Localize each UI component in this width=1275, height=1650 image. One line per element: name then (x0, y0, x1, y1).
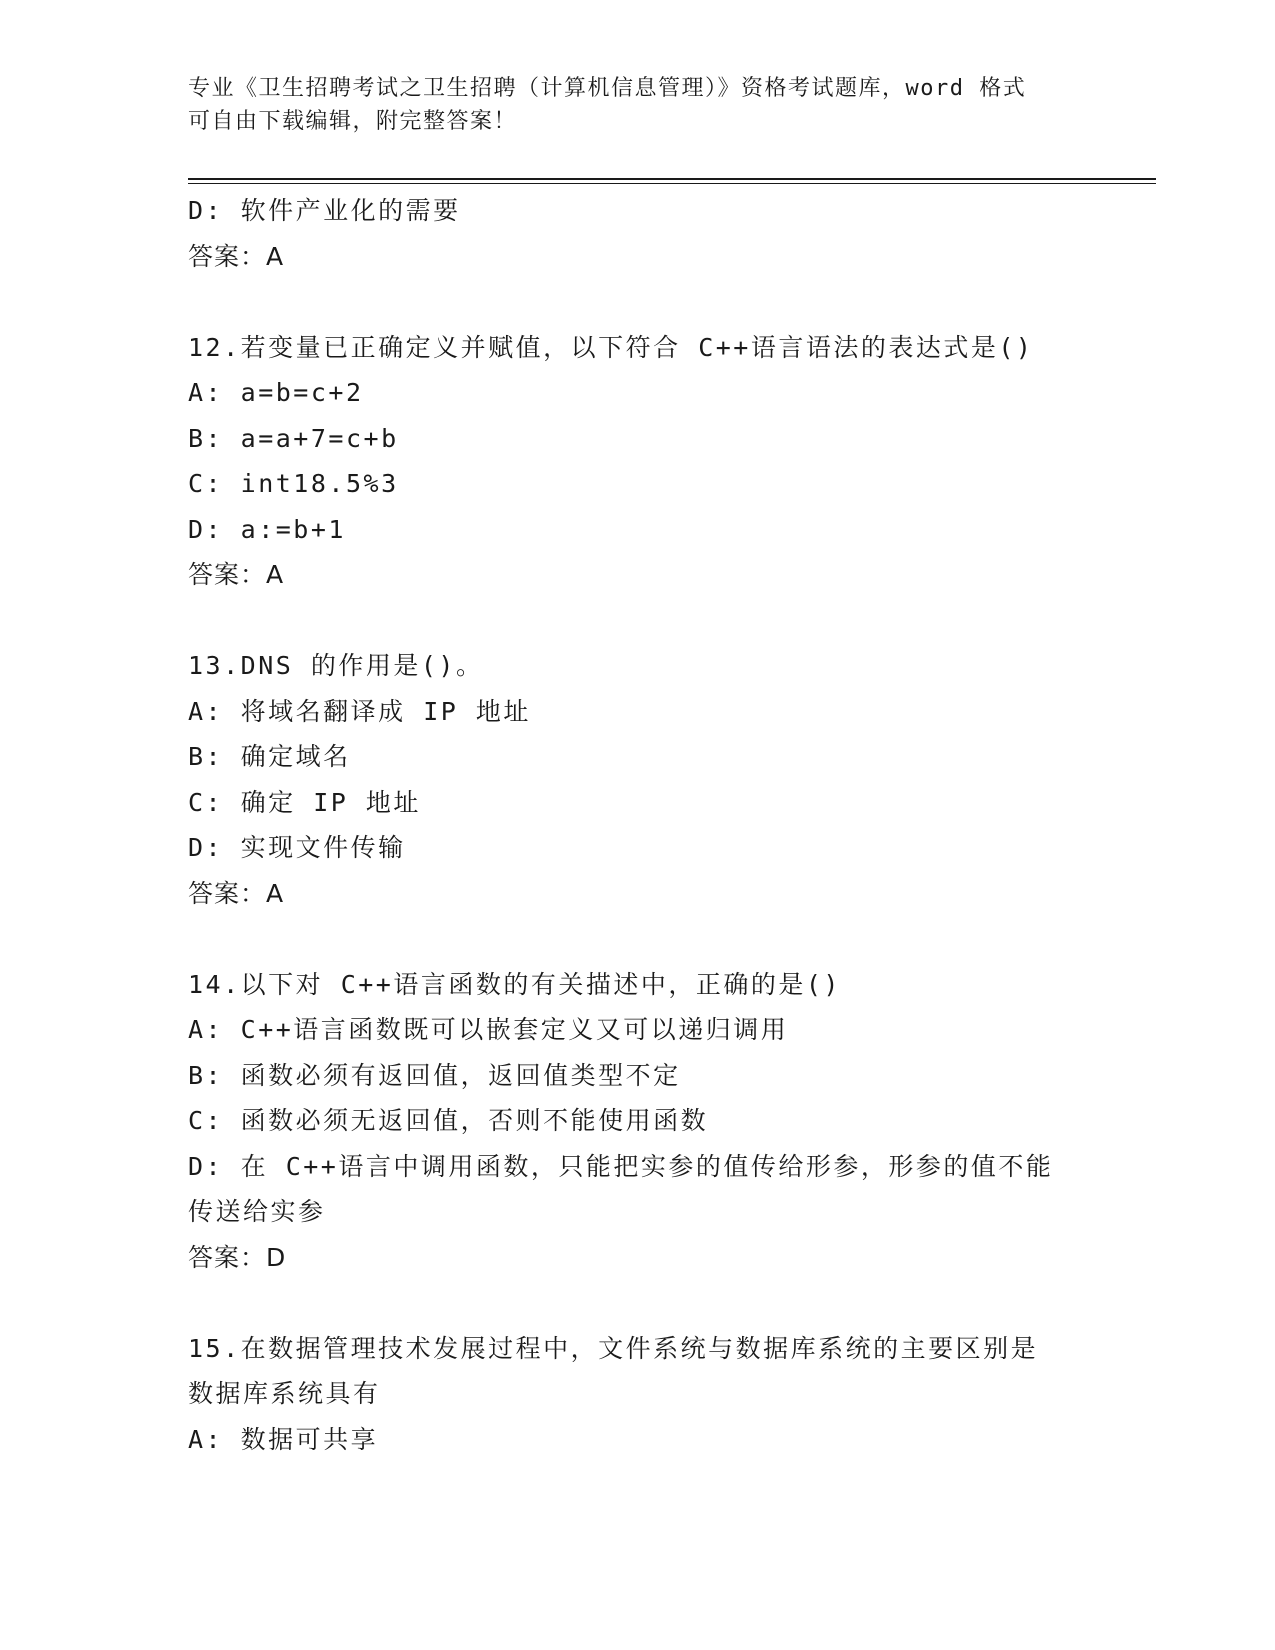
option-a: A: 数据可共享 (188, 1424, 379, 1454)
header-rule-thick (188, 178, 1156, 180)
spacer (188, 598, 1088, 644)
answer: 答案：D (188, 1242, 287, 1272)
option-a: A: a=b=c+2 (188, 378, 364, 407)
option-a: A: C++语言函数既可以嵌套定义又可以递归调用 (188, 1015, 789, 1044)
spacer (188, 1280, 1088, 1326)
spacer (188, 916, 1088, 962)
question-14 (188, 962, 1088, 1281)
page-header (188, 72, 1068, 138)
option-d: D: 软件产业化的需要 (188, 196, 461, 225)
header-rule-thin (188, 183, 1156, 184)
answer: 答案：A (188, 241, 285, 271)
question-12 (188, 325, 1088, 598)
answer: 答案：A (188, 878, 285, 908)
option-b: B: 函数必须有返回值，返回值类型不定 (188, 1060, 681, 1090)
question-list (188, 188, 1088, 1462)
option-d-line-2: 传送给实参 (188, 1197, 326, 1226)
question-text-line-2: 数据库系统具有 (188, 1379, 381, 1408)
question-15 (188, 1326, 1088, 1463)
question-text: 12.若变量已正确定义并赋值，以下符合 C++语言语法的表达式是() (188, 332, 1034, 362)
option-b: B: 确定域名 (188, 742, 351, 771)
option-c: C: 函数必须无返回值，否则不能使用函数 (188, 1106, 709, 1135)
option-d-line-1: D: 在 C++语言中调用函数，只能把实参的值传给形参，形参的值不能 (188, 1151, 1054, 1181)
option-c: C: 确定 IP 地址 (188, 787, 421, 817)
option-c: C: int18.5%3 (188, 469, 399, 498)
option-a: A: 将域名翻译成 IP 地址 (188, 696, 531, 726)
question-13 (188, 643, 1088, 916)
header-line-2: 可自由下载编辑，附完整答案！ (188, 109, 518, 134)
spacer (188, 279, 1088, 325)
question-text: 13.DNS 的作用是()。 (188, 651, 484, 680)
option-b: B: a=a+7=c+b (188, 423, 399, 453)
question-text: 14.以下对 C++语言函数的有关描述中，正确的是() (188, 969, 841, 999)
answer: 答案：A (188, 560, 285, 589)
question-11 (188, 188, 1088, 279)
option-d: D: 实现文件传输 (188, 833, 406, 862)
question-text-line-1: 15.在数据管理技术发展过程中，文件系统与数据库系统的主要区别是 (188, 1333, 1039, 1363)
header-line-1: 专业《卫生招聘考试之卫生招聘（计算机信息管理）》资格考试题库，word 格式 (188, 76, 1027, 101)
option-d: D: a:=b+1 (188, 514, 346, 544)
